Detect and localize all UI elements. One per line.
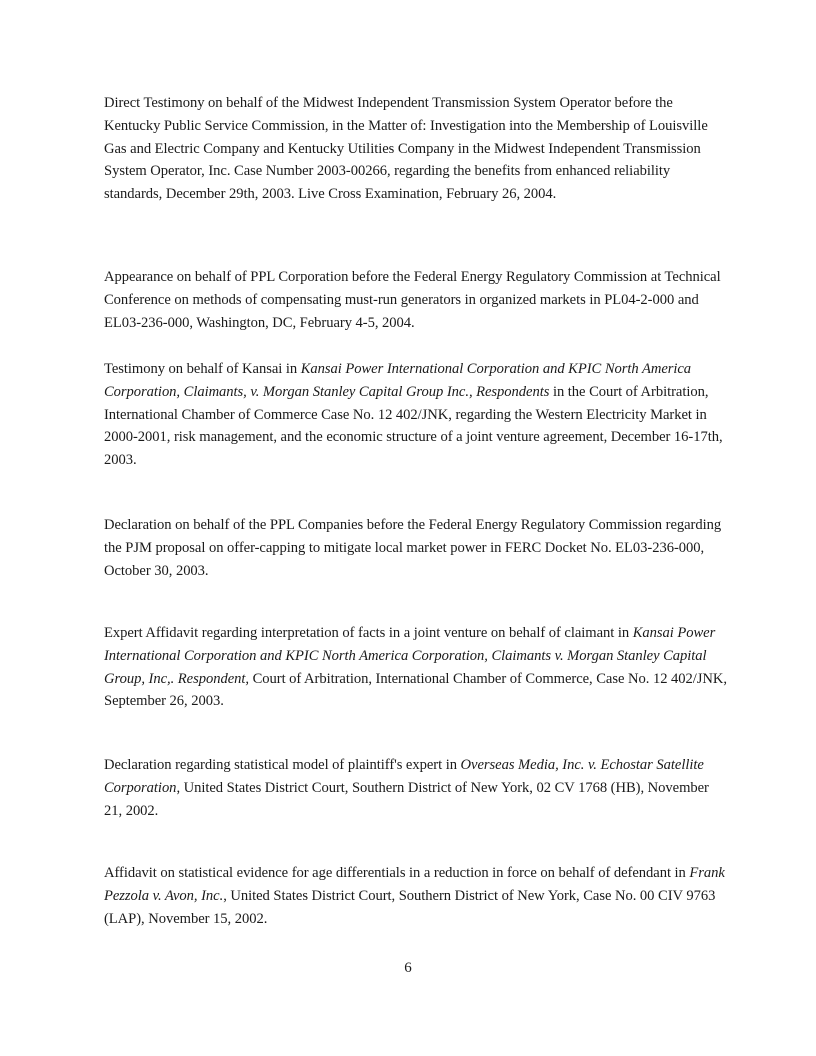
entry-kansai-affidavit xyxy=(104,622,730,713)
entry-overseas-media-declaration xyxy=(104,754,730,822)
case-name: Frank Pezzola v. Avon, Inc. xyxy=(104,865,725,904)
entry-text: , United States District Court, Southern District of New York, 02 CV 1768 (HB), November 21, 2002. xyxy=(104,779,709,819)
entry-kentucky-psc-testimony xyxy=(104,92,730,206)
entry-text: , United States District Court, Southern District of New York, Case No. 00 CIV 9763 (LAP), November 15, 2002. xyxy=(104,887,716,927)
entry-pezzola-affidavit xyxy=(104,862,730,930)
case-name: Overseas Media, Inc. v. Echostar Satellite Corporation xyxy=(104,757,704,796)
entry-text: Affidavit on statistical evidence for age differentials in a reduction in force on behalf of defendant in xyxy=(104,865,690,881)
entry-ppl-declaration xyxy=(104,514,730,582)
entry-text: Testimony on behalf of Kansai in xyxy=(104,361,301,377)
entry-kansai-testimony xyxy=(104,358,730,472)
entry-text: Expert Affidavit regarding interpretation of facts in a joint venture on behalf of claimant in xyxy=(104,625,633,641)
entry-text: in the Court of Arbitration, International Chamber of Commerce Case No. 12 402/JNK, regarding the Western Electricity Market in 2000-2001, risk management, and the economic structure of a joint venture agreement, December 16-17th, 2003. xyxy=(104,383,723,469)
entry-ferc-technical-conference xyxy=(104,266,730,334)
case-name: Kansai Power International Corporation and KPIC North America Corporation, Claimants v. Morgan Stanley Capital Group, Inc,. Respondent, xyxy=(104,625,716,687)
case-name: Kansai Power International Corporation and KPIC North America Corporation, Claimants, v. Morgan Stanley Capital Group Inc., Respondents xyxy=(104,361,692,400)
entry-text: Direct Testimony on behalf of the Midwest Independent Transmission System Operator before the Kentucky Public Service Commission, in the Matter of: Investigation into the Membership of Louisville Gas and Electric Company and Kentucky Utilities Company in the Midwest Independent Transmission System Operator, Inc. Case Number 2003-00266, regarding the benefits from enhanced reliability standards, December 29th, 2003. Live Cross Examination, February 26, 2004. xyxy=(104,95,708,203)
entry-text: Declaration on behalf of the PPL Companies before the Federal Energy Regulatory Commission regarding the PJM proposal on offer-capping to mitigate local market power in FERC Docket No. EL03-236-000, October 30, 2003. xyxy=(104,517,722,579)
page-number: 6 xyxy=(404,960,412,976)
entry-text: Court of Arbitration, International Chamber of Commerce, Case No. 12 402/JNK, September 26, 2003. xyxy=(104,670,727,710)
entry-text: Appearance on behalf of PPL Corporation before the Federal Energy Regulatory Commission at Technical Conference on methods of compensating must-run generators in organized markets in PL04-2-000 and EL03-236-000, Washington, DC, February 4-5, 2004. xyxy=(104,269,721,331)
entry-text: Declaration regarding statistical model of plaintiff's expert in xyxy=(104,757,461,773)
